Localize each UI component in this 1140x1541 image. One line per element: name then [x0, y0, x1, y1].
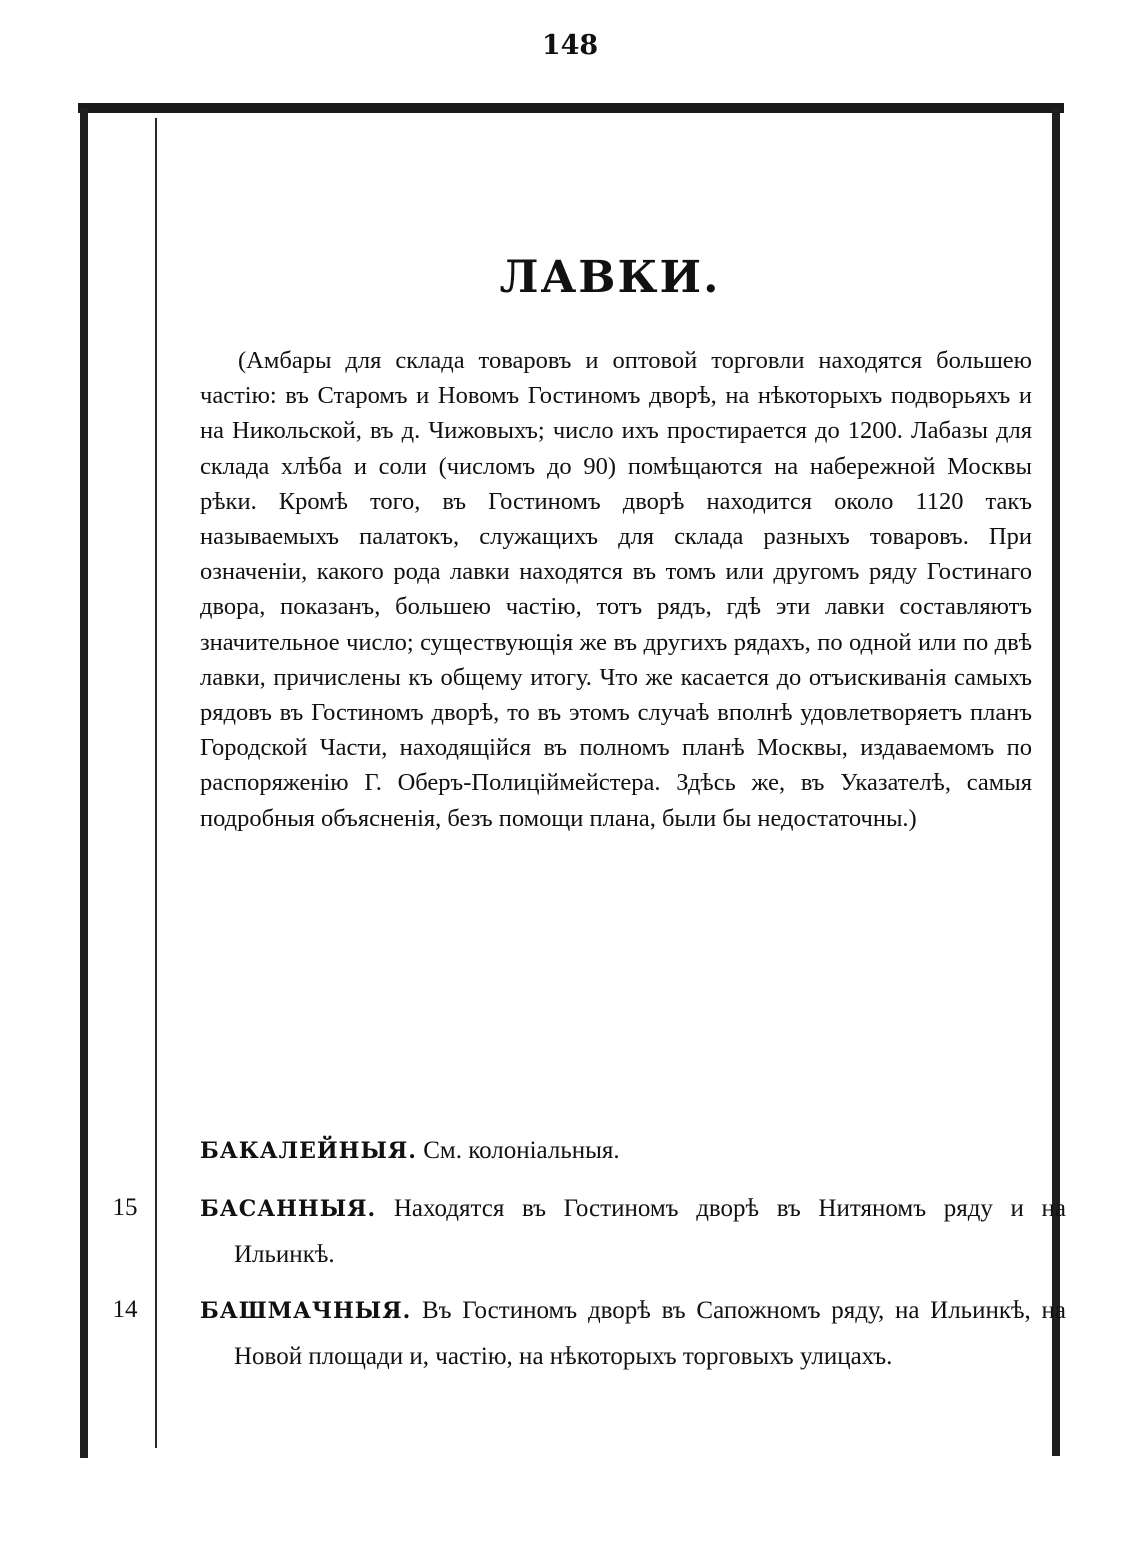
- entry-bakaleinye: [200, 1128, 1066, 1174]
- left-border-rule: [80, 108, 88, 1458]
- entry-term: БАШМАЧНЫЯ.: [200, 1298, 412, 1324]
- entry-bashmachnye: [200, 1288, 1066, 1380]
- entry-term: БАКАЛЕЙНЫЯ.: [200, 1138, 417, 1164]
- section-heading: ЛАВКИ.: [499, 252, 721, 303]
- entry-basannye: [200, 1186, 1066, 1278]
- entry-text: Въ Гостиномъ дворѣ въ Сапожномъ ряду, на Ильинкѣ, на Новой площади и, частію, на нѣкоторыхъ торговыхъ улицахъ.: [234, 1297, 1066, 1370]
- entry-text: См. колоніальныя.: [423, 1137, 620, 1164]
- entry-term: БАСАННЫЯ.: [200, 1196, 377, 1222]
- top-border-rule: [78, 103, 1064, 113]
- margin-number: 14: [112, 1296, 138, 1323]
- page-number: 148: [541, 30, 599, 61]
- margin-number: 15: [112, 1194, 138, 1221]
- intro-paragraph: (Амбары для склада товаровъ и оптовой торговли находятся большею частію: въ Старомъ и Новомъ Гостиномъ дворѣ, на нѣкоторыхъ подворьяхъ и на Никольской, въ д. Чижовыхъ; число ихъ простирается до 1200. Лабазы для склада хлѣба и соли (числомъ до 90) помѣщаются на набережной Москвы рѣки. Кромѣ того, въ Гостиномъ дворѣ находится около 1120 такъ называемыхъ палатокъ, служащихъ для склада разныхъ товаровъ. При означеніи, какого рода лавки находятся въ томъ или другомъ ряду Гостинаго двора, показанъ, большею частію, тотъ рядъ, гдѣ эти лавки составляютъ значительное число; существующія же въ другихъ рядахъ, по одной или по двѣ лавки, причислены къ общему итогу. Что же касается до отъискиванія самыхъ рядовъ въ Гостиномъ дворѣ, то въ этомъ случаѣ вполнѣ удовлетворяетъ планъ Городской Части, находящійся въ полномъ планѣ Москвы, издаваемомъ по распоряженію Г. Оберъ-Полиціймейстера. Здѣсь же, въ Указателѣ, самыя подробныя объясненія, безъ помощи плана, были бы недостаточны.): [200, 347, 1032, 832]
- margin-column-rule: [155, 118, 157, 1448]
- entry-text: Находятся въ Гостиномъ дворѣ въ Нитяномъ ряду и на Ильинкѣ.: [234, 1195, 1066, 1268]
